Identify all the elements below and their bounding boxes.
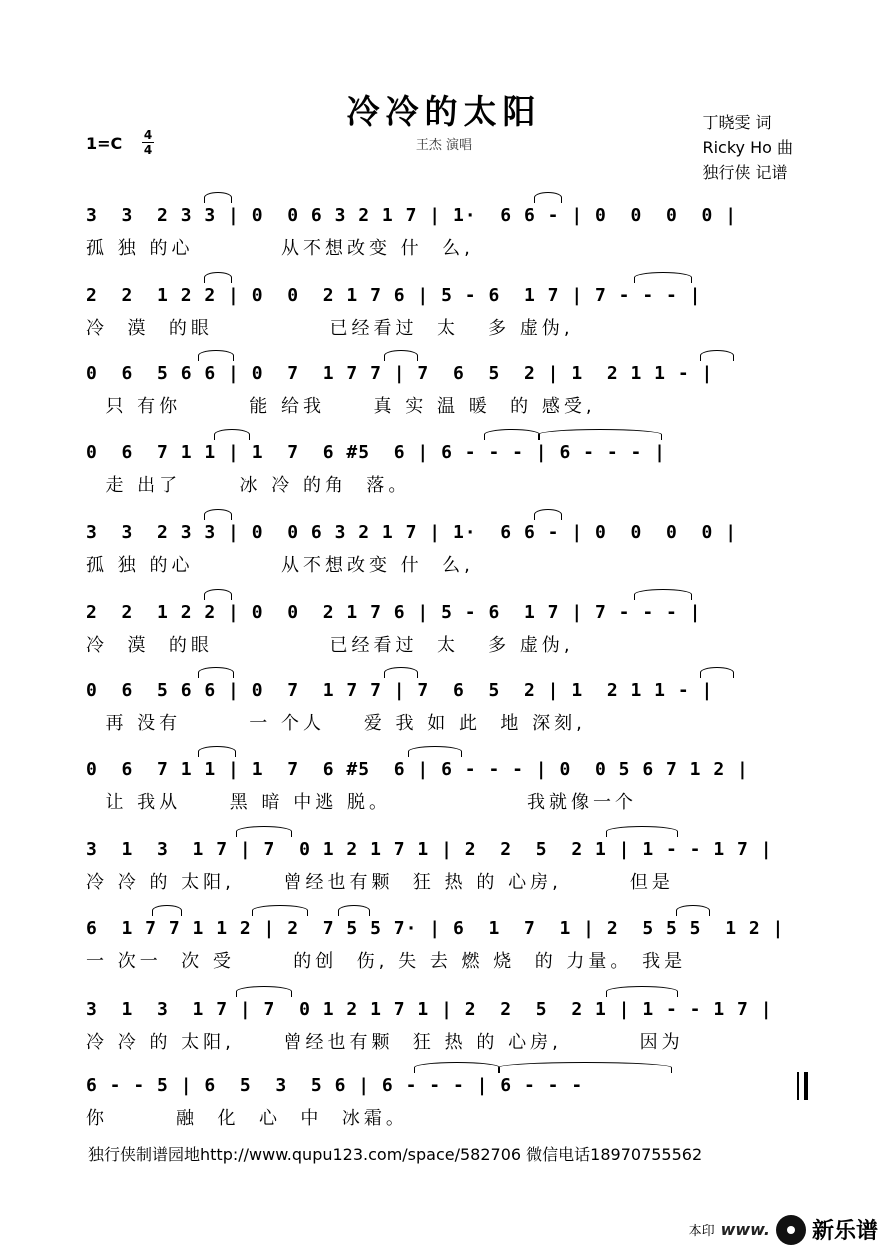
key-signature: 1=C <box>86 134 123 153</box>
page-title: 冷冷的太阳 <box>346 92 542 131</box>
credits <box>702 110 793 185</box>
lyric-line: 冷 漠 的眼 已经看过 太 多 虚伪, <box>86 318 574 339</box>
notation-line: 0 6 5 6 6 | 0 7 1 7 7 | 7 6 5 2 | 1 2 1 1 - | <box>86 363 714 384</box>
composer-credit: Ricky Ho 曲 <box>702 138 793 157</box>
notation-line: 3 3 2 3 3 | 0 0 6 3 2 1 7 | 1· 6 6 - | 0 0 0 0 | <box>86 522 738 543</box>
record-disc-icon <box>776 1215 806 1245</box>
watermark-url: www. <box>720 1220 770 1239</box>
lyric-line: 再 没有 一 个人 爱 我 如 此 地 深刻, <box>86 713 586 734</box>
score-row <box>86 913 808 973</box>
final-barline <box>797 1072 808 1100</box>
lyric-line: 只 有你 能 给我 真 实 温 暖 的 感受, <box>86 396 596 417</box>
lyricist-credit: 丁晓雯 词 <box>702 113 772 132</box>
lyric-line: 孤 独 的心 从不想改变 什 么, <box>86 555 474 576</box>
watermark-partial-text: 本印 <box>688 1224 715 1239</box>
transcriber-credit: 独行侠 记谱 <box>702 163 788 182</box>
time-signature-top: 4 <box>143 128 153 142</box>
score-row <box>86 994 808 1054</box>
notation-line: 3 3 2 3 3 | 0 0 6 3 2 1 7 | 1· 6 6 - | 0 0 0 0 | <box>86 205 738 226</box>
score-row <box>86 597 808 657</box>
score-row <box>86 358 808 418</box>
singer-credit: 王杰 演唱 <box>415 138 473 153</box>
lyric-line: 孤 独 的心 从不想改变 什 么, <box>86 238 474 259</box>
score-row <box>86 675 808 735</box>
score-row <box>86 280 808 340</box>
notation-line: 6 1 7 7 1 1 2 | 2 7 5 5 7· | 6 1 7 1 | 2 5 5 5 1 2 | <box>86 918 785 939</box>
notation-line: 0 6 7 1 1 | 1 7 6 #5 6 | 6 - - - | 0 0 5 6 7 1 2 | <box>86 759 749 780</box>
watermark-logo <box>689 1214 878 1245</box>
lyric-line: 冷 冷 的 太阳, 曾经也有颗 狂 热 的 心房, 因为 <box>86 1032 684 1053</box>
lyric-line: 让 我从 黑 暗 中逃 脱。 我就像一个 <box>86 792 638 813</box>
notation-line: 2 2 1 2 2 | 0 0 2 1 7 6 | 5 - 6 1 7 | 7 - - - | <box>86 602 702 623</box>
watermark-brand: 新乐谱 <box>811 1219 878 1244</box>
score-row <box>86 200 808 260</box>
score-row <box>86 437 808 497</box>
footer-text: 独行侠制谱园地http://www.qupu123.com/space/582706 微信电话18970755562 <box>88 1145 703 1164</box>
lyric-line: 冷 漠 的眼 已经看过 太 多 虚伪, <box>86 635 574 656</box>
time-signature <box>142 129 154 156</box>
score-row <box>86 834 808 894</box>
lyric-line: 一 次一 次 受 的创 伤, 失 去 燃 烧 的 力量。 我是 <box>86 951 687 972</box>
notation-line: 0 6 5 6 6 | 0 7 1 7 7 | 7 6 5 2 | 1 2 1 1 - | <box>86 680 714 701</box>
notation-line: 2 2 1 2 2 | 0 0 2 1 7 6 | 5 - 6 1 7 | 7 - - - | <box>86 285 702 306</box>
lyric-line: 冷 冷 的 太阳, 曾经也有颗 狂 热 的 心房, 但是 <box>86 872 674 893</box>
notation-line: 6 - - 5 | 6 5 3 5 6 | 6 - - - | 6 - - - <box>86 1075 595 1096</box>
score-row <box>86 517 808 577</box>
lyric-line: 走 出了 冰 冷 的角 落。 <box>86 475 411 496</box>
lyric-line: 你 融 化 心 中 冰霜。 <box>86 1108 408 1129</box>
score-row <box>86 754 808 814</box>
notation-line: 0 6 7 1 1 | 1 7 6 #5 6 | 6 - - - | 6 - - - | <box>86 442 667 463</box>
notation-line: 3 1 3 1 7 | 7 0 1 2 1 7 1 | 2 2 5 2 1 | 1 - - 1 7 | <box>86 839 773 860</box>
time-signature-bottom: 4 <box>143 143 153 157</box>
score-row <box>86 1070 808 1130</box>
notation-line: 3 1 3 1 7 | 7 0 1 2 1 7 1 | 2 2 5 2 1 | 1 - - 1 7 | <box>86 999 773 1020</box>
